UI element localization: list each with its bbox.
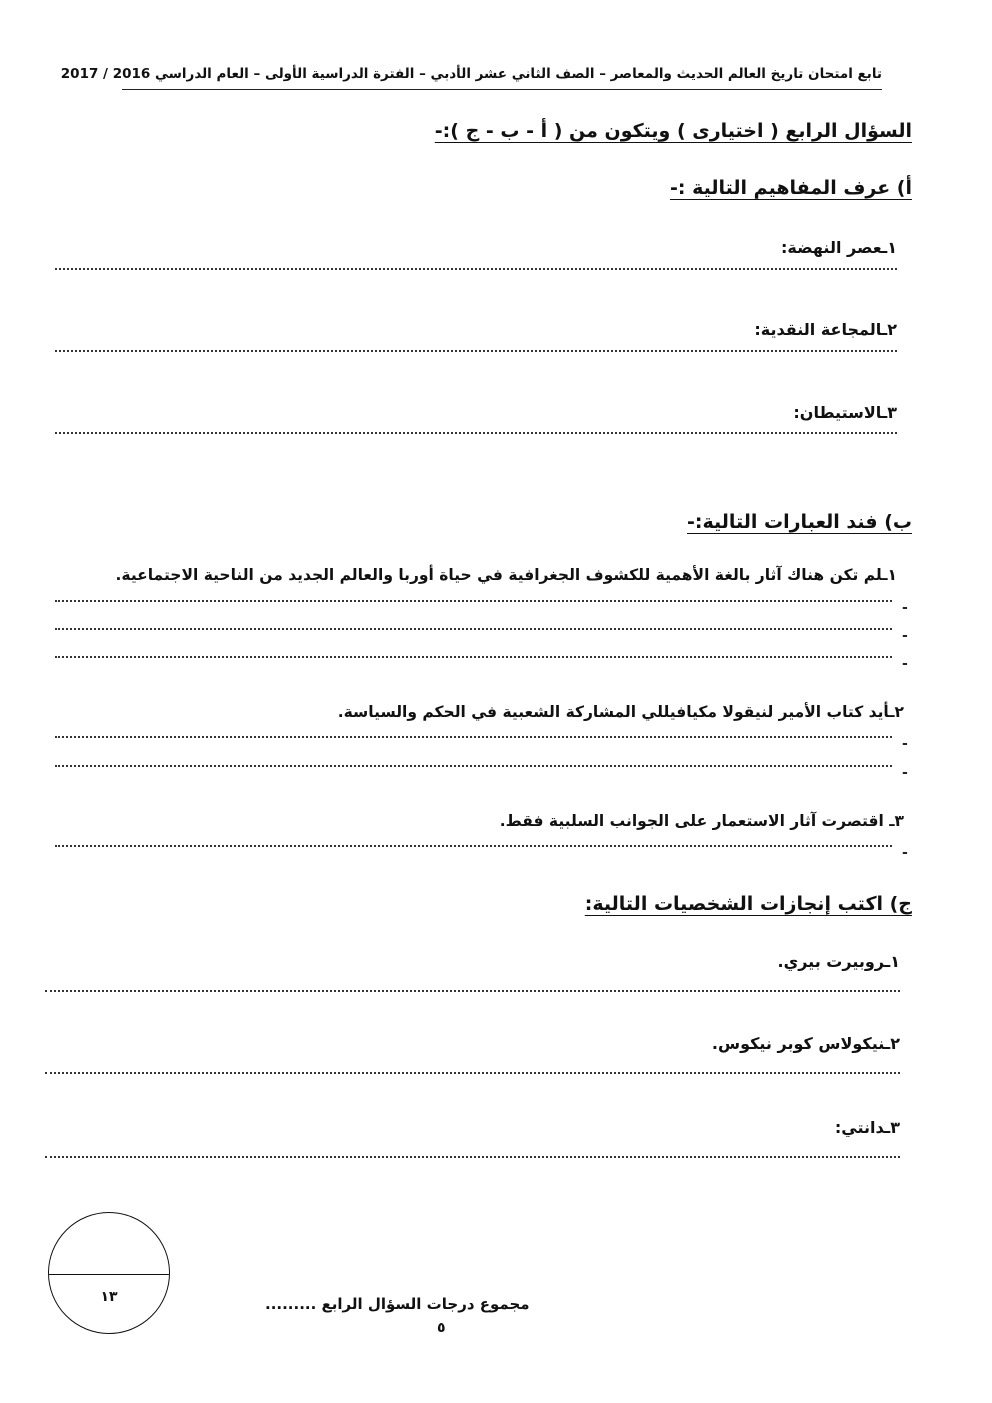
section-a-title: أ) عرف المفاهيم التالية :-	[670, 177, 912, 199]
dash-mark: -	[902, 736, 908, 752]
dash-mark: -	[902, 845, 908, 861]
section-c-item-2: ٢ـنيكولاس كوبر نيكوس.	[711, 1034, 900, 1053]
question-title: السؤال الرابع ( اختيارى ) ويتكون من ( أ - ب - ج ):-	[434, 120, 912, 142]
section-a-item-1: ١ـعصر النهضة:	[780, 238, 897, 257]
section-c-item-1: ١ـروبيرت بيري.	[777, 952, 900, 971]
answer-line	[55, 350, 897, 352]
answer-line	[55, 656, 892, 658]
answer-line	[55, 845, 892, 847]
section-b-item-2: ٢ـأيد كتاب الأمير لنيقولا مكيافيللي المشاركة الشعبية في الحكم والسياسة.	[337, 703, 904, 721]
answer-line	[55, 736, 892, 738]
answer-line	[55, 628, 892, 630]
section-b-item-1: ١ـلم تكن هناك آثار بالغة الأهمية للكشوف الجغرافية في حياة أوربا والعالم الجديد من الناحية الاجتماعية.	[115, 566, 897, 584]
section-a-item-3: ٣ـالاستيطان:	[793, 403, 897, 422]
answer-line	[45, 990, 900, 992]
score-circle	[48, 1212, 170, 1334]
dash-mark: -	[902, 765, 908, 781]
score-divider	[49, 1274, 169, 1275]
dash-mark: -	[902, 600, 908, 616]
answer-line	[55, 268, 897, 270]
score-sum-label: مجموع درجات السؤال الرابع .........	[265, 1295, 530, 1313]
dash-mark: -	[902, 656, 908, 672]
exam-header: تابع امتحان تاريخ العالم الحديث والمعاصر – الصف الثاني عشر الأدبي – الفترة الدراسية الأولى – العام الدراسي 2016 / 2017	[60, 66, 882, 82]
answer-line	[55, 600, 892, 602]
answer-line	[55, 432, 897, 434]
header-underline	[122, 89, 882, 90]
section-c-title: ج) اكتب إنجازات الشخصيات التالية:	[584, 893, 912, 915]
page-number: ٥	[437, 1320, 446, 1336]
section-b-title: ب) فند العبارات التالية:-	[686, 511, 912, 533]
section-c-item-3: ٣ـدانتي:	[834, 1118, 900, 1137]
section-a-item-2: ٢ـالمجاعة النقدية:	[754, 320, 897, 339]
answer-line	[45, 1156, 900, 1158]
answer-line	[45, 1072, 900, 1074]
section-b-item-3: ٣ـ اقتصرت آثار الاستعمار على الجوانب السلبية فقط.	[499, 812, 904, 830]
score-total: ١٣	[100, 1289, 118, 1305]
dash-mark: -	[902, 628, 908, 644]
answer-line	[55, 765, 892, 767]
